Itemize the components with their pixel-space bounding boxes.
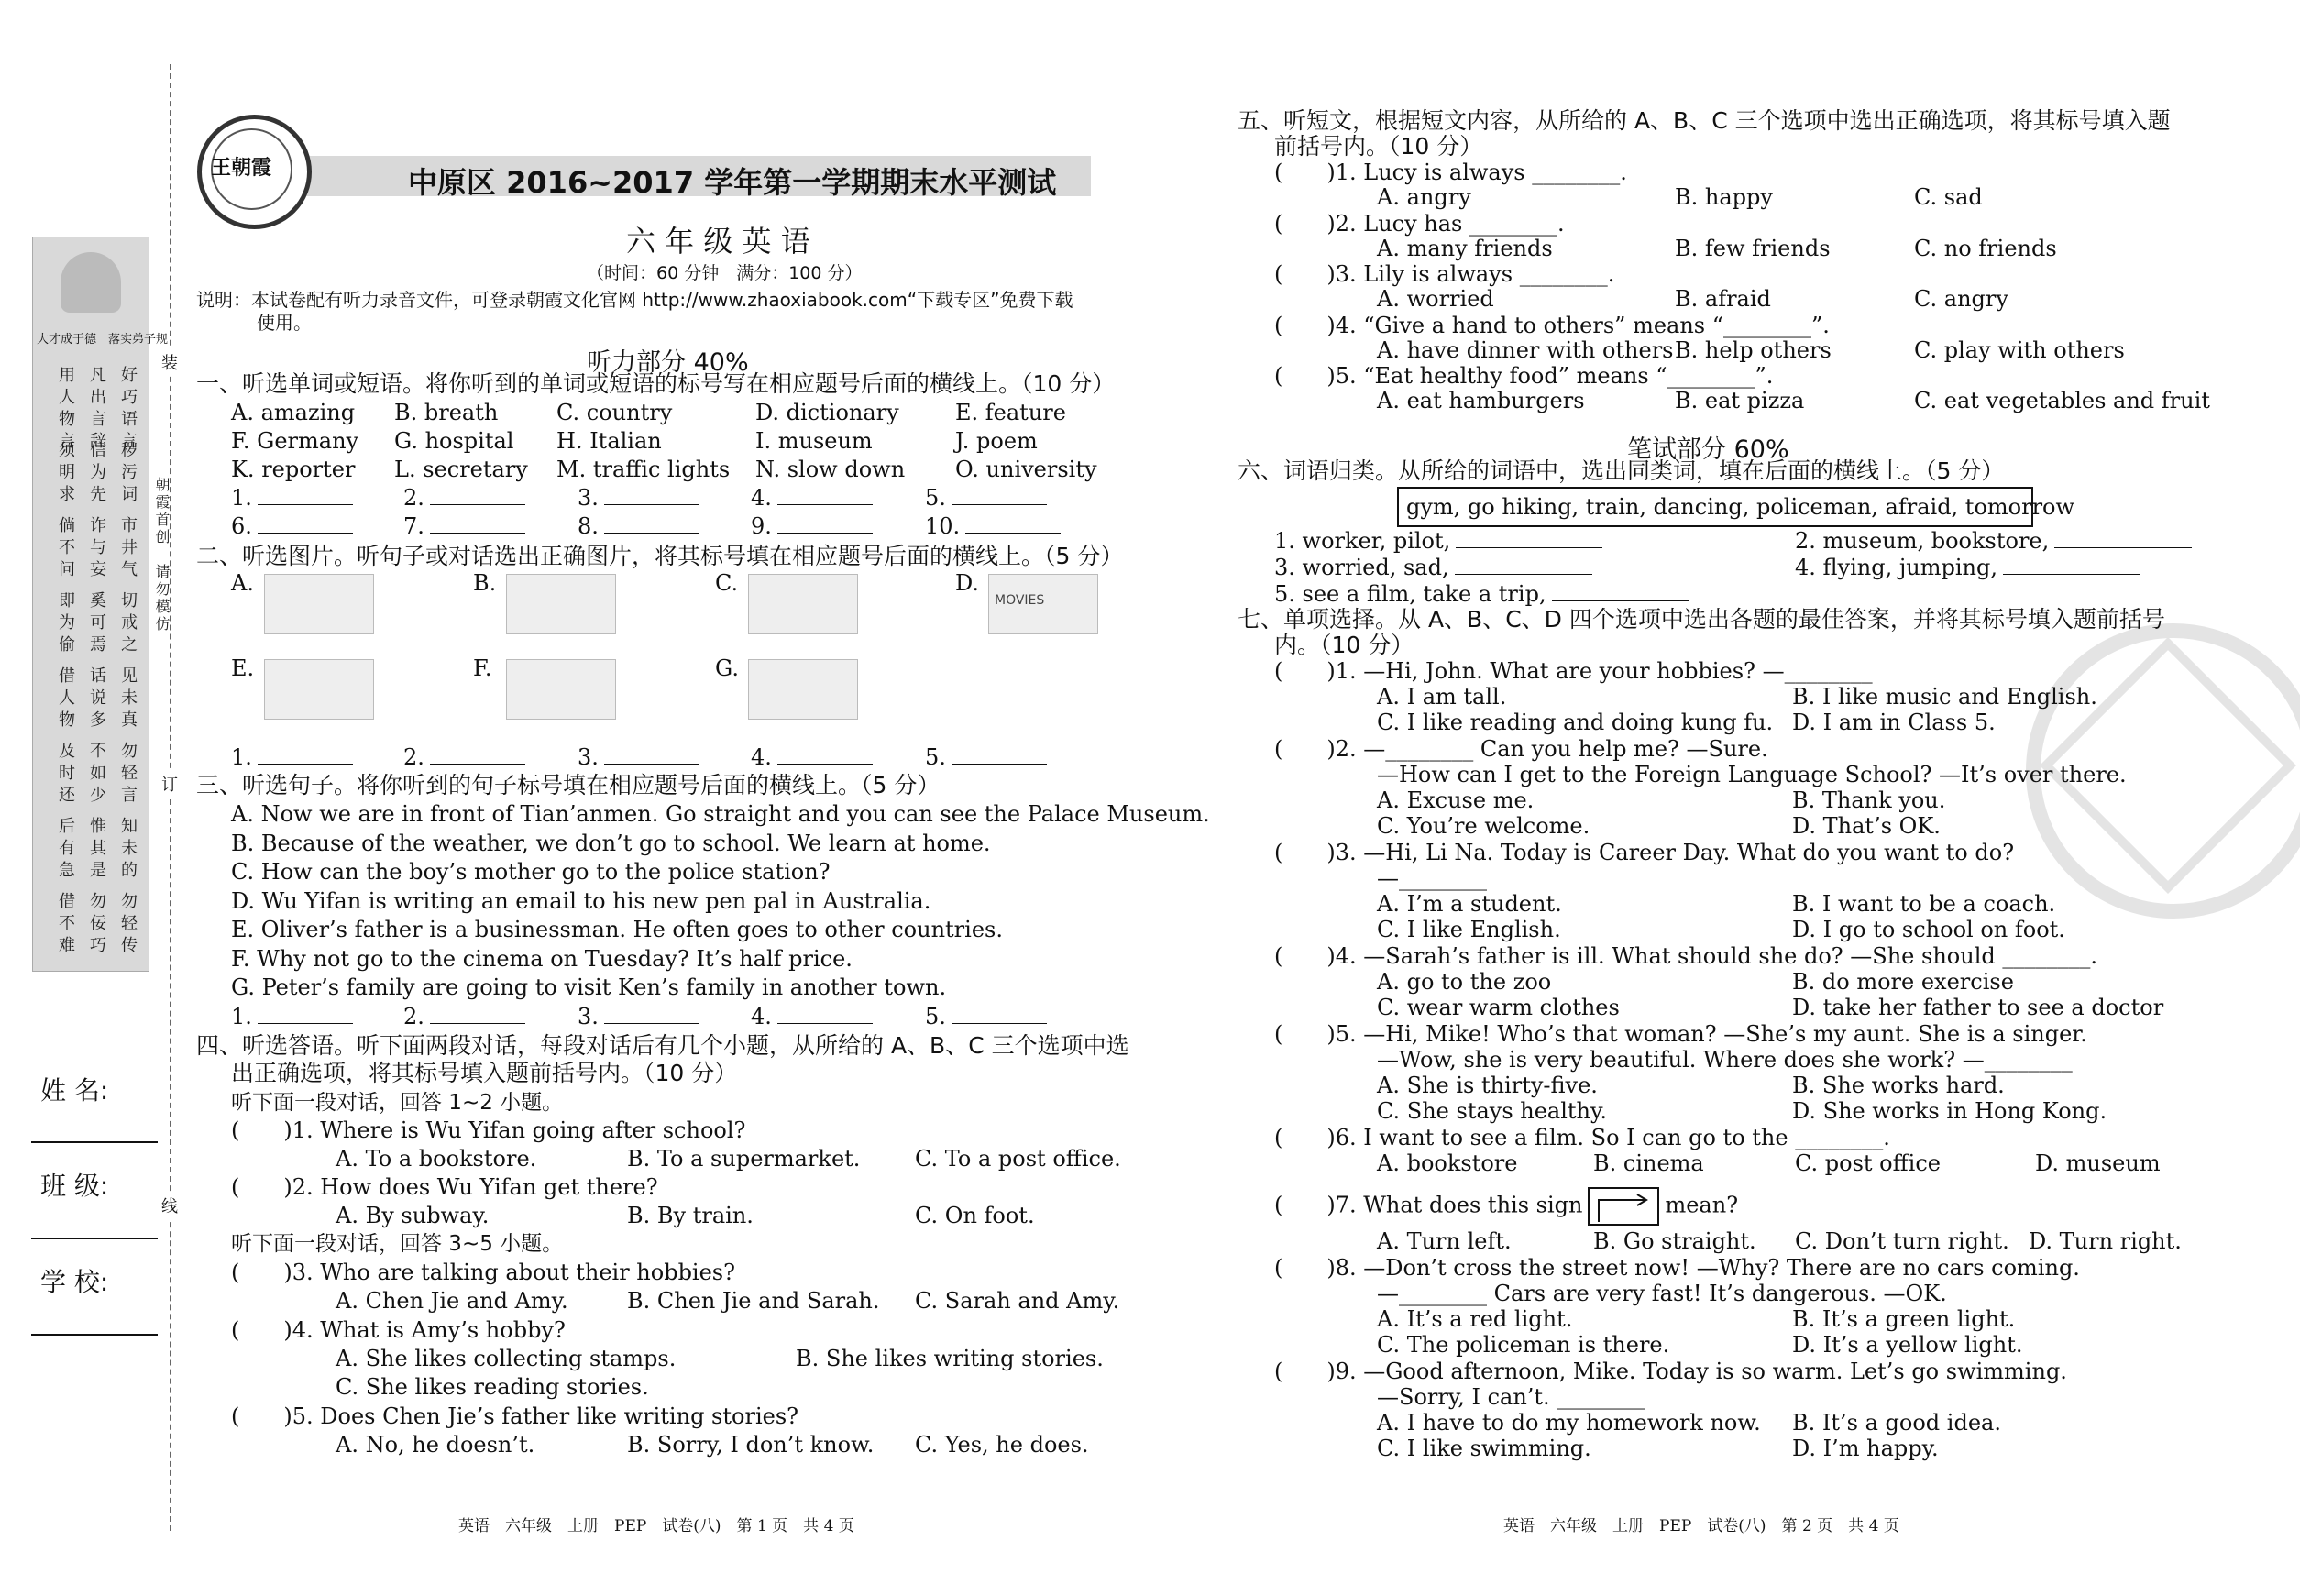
footer-right: 英语 六年级 上册 PEP 试卷(八) 第 2 页 共 4 页 bbox=[1503, 1517, 1899, 1535]
s2-answer-slot bbox=[403, 744, 525, 770]
s2-answer-blank[interactable] bbox=[777, 747, 873, 765]
s7-q6-d: D. museum bbox=[2035, 1150, 2161, 1176]
s5-option: C. sad bbox=[1914, 184, 1983, 210]
s1-option: F. Germany bbox=[231, 428, 359, 454]
motto-column: 勿轻传 bbox=[118, 892, 138, 958]
s2-answer-number: 4. bbox=[751, 744, 772, 770]
s6-item-2 bbox=[1795, 528, 2192, 554]
s4-option: B. By train. bbox=[627, 1203, 754, 1228]
motto-column: 好巧语言 bbox=[118, 366, 138, 454]
s7-question-9b: —Sorry, I can’t. ________ bbox=[1377, 1384, 1645, 1410]
s3-answer-blank[interactable] bbox=[952, 1007, 1047, 1024]
s7-q5-b: B. She works hard. bbox=[1792, 1073, 2005, 1098]
s1-answer-number: 4. bbox=[751, 485, 772, 511]
s1-answer-number: 5. bbox=[925, 485, 946, 511]
picture-A[interactable] bbox=[264, 574, 374, 634]
s4-question-1: ( )1. Where is Wu Yifan going after school? bbox=[231, 1117, 746, 1143]
s7-q8-d: D. It’s a yellow light. bbox=[1792, 1332, 2023, 1358]
picture-label-G: G. bbox=[715, 655, 739, 681]
s7-q4-b: B. do more exercise bbox=[1792, 969, 2014, 995]
subject-title: 六 年 级 英 语 bbox=[626, 224, 810, 259]
section-7-title-2: 内。（10 分） bbox=[1274, 632, 1414, 658]
s7-q3-a: A. I’m a student. bbox=[1377, 891, 1562, 917]
section-5-title: 五、听短文，根据短文内容，从所给的 A、B、C 三个选项中选出正确选项，将其标号填入题 bbox=[1238, 107, 2171, 134]
s1-answer-number: 1. bbox=[231, 485, 252, 511]
s4-option: B. To a supermarket. bbox=[627, 1146, 861, 1172]
picture-E[interactable] bbox=[264, 659, 374, 720]
motto-column: 惟其是 bbox=[87, 817, 106, 883]
s1-option: L. secretary bbox=[394, 457, 528, 482]
s2-answer-number: 3. bbox=[578, 744, 599, 770]
s1-option: C. country bbox=[556, 400, 673, 425]
s4-q4-option-b: B. She likes writing stories. bbox=[796, 1346, 1104, 1371]
motto-column: 须明求 bbox=[56, 441, 75, 507]
motto-column: 奚可焉 bbox=[87, 591, 106, 657]
listening-part-title: 听力部分 40% bbox=[587, 348, 749, 377]
s2-answer-blank[interactable] bbox=[952, 747, 1047, 765]
s1-option: G. hospital bbox=[394, 428, 514, 454]
s7-q9-d: D. I’m happy. bbox=[1792, 1436, 1939, 1461]
section-4-title: 四、听选答语。听下面两段对话，每段对话后有几个小题，从所给的 A、B、C 三个选项中选 bbox=[196, 1032, 1129, 1059]
word-bank: gym, go hiking, train, dancing, policeman, afraid, tomorrow bbox=[1406, 494, 2075, 520]
s1-answer-slot bbox=[925, 513, 1061, 539]
s4-q4-option-c: C. She likes reading stories. bbox=[336, 1374, 649, 1400]
picture-label-E: E. bbox=[231, 655, 255, 681]
s4-question-2: ( )2. How does Wu Yifan get there? bbox=[231, 1174, 658, 1200]
s7-q8-c: C. The policeman is there. bbox=[1377, 1332, 1670, 1358]
s1-option: A. amazing bbox=[231, 400, 356, 425]
s3-sentence: D. Wu Yifan is writing an email to his new pen pal in Australia. bbox=[231, 887, 931, 914]
exam-title: 中原区 2016~2017 学年第一学期期末水平测试 bbox=[408, 165, 1057, 200]
s1-option: N. slow down bbox=[755, 457, 906, 482]
s2-answer-number: 1. bbox=[231, 744, 252, 770]
s4-option: B. Sorry, I don’t know. bbox=[627, 1432, 875, 1458]
s7-q2-d: D. That’s OK. bbox=[1792, 813, 1941, 839]
s3-sentence: F. Why not go to the cinema on Tuesday? It’s half price. bbox=[231, 945, 853, 972]
s2-answer-slot bbox=[578, 744, 699, 770]
s1-option: B. breath bbox=[394, 400, 499, 425]
s7-question-3: ( )3. —Hi, Li Na. Today is Career Day. What do you want to do? bbox=[1274, 840, 2015, 865]
s3-sentence: E. Oliver’s father is a businessman. He often goes to other countries. bbox=[231, 917, 1003, 942]
s1-option: K. reporter bbox=[231, 457, 356, 482]
note-line-2: 使用。 bbox=[257, 312, 312, 334]
s7-question-1: ( )1. —Hi, John. What are your hobbies? —________ bbox=[1274, 658, 1873, 684]
s6-item-2-text: 2. museum, bookstore, bbox=[1795, 528, 2050, 554]
s7-q2-b: B. Thank you. bbox=[1792, 787, 1946, 813]
s6-blank-1[interactable] bbox=[1456, 531, 1602, 548]
s6-blank-3[interactable] bbox=[1455, 557, 1592, 575]
motto-column: 信为先 bbox=[87, 441, 106, 507]
s7-question-6: ( )6. I want to see a film. So I can go to the ________. bbox=[1274, 1125, 1890, 1150]
s4-option: A. Chen Jie and Amy. bbox=[336, 1288, 568, 1314]
picture-label-D: D. bbox=[955, 570, 980, 596]
picture-label-B: B. bbox=[473, 570, 497, 596]
s4-option: A. To a bookstore. bbox=[336, 1146, 537, 1172]
school-field[interactable] bbox=[31, 1334, 158, 1336]
s3-answer-number: 2. bbox=[403, 1004, 424, 1029]
s1-option: J. poem bbox=[955, 428, 1038, 454]
s5-question: ( )5. “Eat healthy food” means “________”. bbox=[1274, 363, 1774, 389]
s4-option: B. Chen Jie and Sarah. bbox=[627, 1288, 880, 1314]
s4-question-4: ( )4. What is Amy’s hobby? bbox=[231, 1317, 566, 1343]
s5-option: A. many friends bbox=[1377, 235, 1553, 261]
s1-option: H. Italian bbox=[556, 428, 662, 454]
s4-option: C. Sarah and Amy. bbox=[915, 1288, 1120, 1314]
s1-answer-slot bbox=[578, 485, 699, 511]
s7-q6-c: C. post office bbox=[1795, 1150, 1941, 1176]
s6-item-1 bbox=[1274, 528, 1602, 554]
s1-answer-blank[interactable] bbox=[604, 516, 699, 534]
footer-left: 英语 六年级 上册 PEP 试卷(八) 第 1 页 共 4 页 bbox=[458, 1517, 854, 1535]
motto-column: 后有急 bbox=[56, 817, 75, 883]
section-1-title: 一、听选单词或短语。将你听到的单词或短语的标号写在相应题号后面的横线上。（10 分） bbox=[196, 370, 1116, 397]
s1-option: D. dictionary bbox=[755, 400, 899, 425]
motto-column: 即为偷 bbox=[56, 591, 75, 657]
s2-answer-blank[interactable] bbox=[604, 747, 699, 765]
s7-question-5b: —Wow, she is very beautiful. Where does she work? —________ bbox=[1377, 1047, 2073, 1073]
s2-answer-number: 2. bbox=[403, 744, 424, 770]
s7-q4-d: D. take her father to see a doctor bbox=[1792, 995, 2164, 1020]
s2-answer-slot bbox=[925, 744, 1047, 770]
seal-mark-1: 装 bbox=[161, 348, 178, 376]
s7-question-3b: —________ bbox=[1377, 865, 1487, 891]
s1-answer-slot bbox=[751, 513, 873, 539]
s7-q7-b: B. Go straight. bbox=[1593, 1228, 1756, 1254]
section-4-intro-1: 听下面一段对话，回答 1~2 小题。 bbox=[231, 1091, 564, 1115]
s7-question-8b: —________ Cars are very fast! It’s dangerous. —OK. bbox=[1377, 1281, 1947, 1306]
picture-label-A: A. bbox=[231, 570, 254, 596]
section-2-title: 二、听选图片。听句子或对话选出正确图片，将其标号填在相应题号后面的横线上。（5 分） bbox=[196, 543, 1124, 569]
s5-question: ( )2. Lucy has ________. bbox=[1274, 210, 1565, 237]
s7-q7-text-b: mean? bbox=[1665, 1192, 1739, 1218]
s1-answer-number: 2. bbox=[403, 485, 424, 511]
s6-blank-4[interactable] bbox=[2003, 557, 2140, 575]
motto-top: 大才成于德 落实弟子规 bbox=[37, 333, 169, 347]
s3-answer-number: 4. bbox=[751, 1004, 772, 1029]
s6-item-4 bbox=[1795, 555, 2140, 580]
s3-answer-blank[interactable] bbox=[430, 1007, 525, 1024]
s7-q3-c: C. I like English. bbox=[1377, 917, 1561, 942]
motto-column: 话说多 bbox=[87, 666, 106, 732]
s7-q8-b: B. It’s a green light. bbox=[1792, 1306, 2016, 1332]
picture-B[interactable] bbox=[506, 574, 616, 634]
s1-answer-blank[interactable] bbox=[777, 516, 873, 534]
s3-answer-slot bbox=[751, 1004, 873, 1029]
s1-answer-slot bbox=[578, 513, 699, 539]
s5-option: A. angry bbox=[1377, 184, 1471, 210]
s1-option: I. museum bbox=[755, 428, 873, 454]
s6-item-3 bbox=[1274, 555, 1592, 580]
motto-column: 用人物言 bbox=[56, 366, 75, 454]
section-3-title: 三、听选句子。将你听到的句子标号填在相应题号后面的横线上。（5 分） bbox=[196, 772, 941, 798]
s6-item-5-text: 5. see a film, take a trip, bbox=[1274, 581, 1546, 607]
motto-column: 倘不问 bbox=[56, 516, 75, 582]
s5-option: C. angry bbox=[1914, 286, 2008, 312]
s7-q3-b: B. I want to be a coach. bbox=[1792, 891, 2056, 917]
s3-answer-number: 5. bbox=[925, 1004, 946, 1029]
s2-answer-slot bbox=[751, 744, 873, 770]
scholar-illustration bbox=[61, 252, 121, 313]
s7-q4-a: A. go to the zoo bbox=[1377, 969, 1552, 995]
time-info: （时间：60 分钟 满分：100 分） bbox=[587, 263, 863, 283]
s1-answer-blank[interactable] bbox=[952, 488, 1047, 505]
s7-q2-a: A. Excuse me. bbox=[1377, 787, 1535, 813]
s6-item-5 bbox=[1274, 581, 1689, 607]
s5-option: C. no friends bbox=[1914, 235, 2057, 261]
writing-part-title: 笔试部分 60% bbox=[1627, 435, 1789, 464]
s3-sentence: G. Peter’s family are going to visit Ken’s family in another town. bbox=[231, 974, 947, 1000]
motto-column: 凡出言辞 bbox=[87, 366, 106, 454]
s7-question-2: ( )2. —________ Can you help me? —Sure. bbox=[1274, 736, 1768, 762]
s1-option: M. traffic lights bbox=[556, 457, 731, 482]
s5-option: B. few friends bbox=[1675, 235, 1831, 261]
motto-column: 见未真 bbox=[118, 666, 138, 732]
s3-answer-slot bbox=[578, 1004, 699, 1029]
motto-column: 切戒之 bbox=[118, 591, 138, 657]
s5-option: A. worried bbox=[1377, 286, 1494, 312]
s5-option: C. eat vegetables and fruit bbox=[1914, 388, 2210, 413]
s1-answer-number: 8. bbox=[578, 513, 599, 539]
s5-question: ( )3. Lily is always ________. bbox=[1274, 261, 1615, 287]
s7-q9-a: A. I have to do my homework now. bbox=[1377, 1410, 1761, 1436]
s1-answer-number: 7. bbox=[403, 513, 424, 539]
s1-answer-number: 6. bbox=[231, 513, 252, 539]
s7-q5-c: C. She stays healthy. bbox=[1377, 1098, 1608, 1124]
section-5-title-2: 前括号内。（10 分） bbox=[1274, 133, 1483, 160]
s6-item-1-text: 1. worker, pilot, bbox=[1274, 528, 1451, 554]
s6-blank-2[interactable] bbox=[2054, 531, 2192, 548]
s7-q2-c: C. You’re welcome. bbox=[1377, 813, 1590, 839]
s3-answer-slot bbox=[403, 1004, 525, 1029]
logo-text: 王朝霞 bbox=[211, 156, 272, 180]
s5-option: C. play with others bbox=[1914, 336, 2125, 363]
s4-option: C. On foot. bbox=[915, 1203, 1035, 1228]
s6-item-3-text: 3. worried, sad, bbox=[1274, 555, 1449, 580]
movies-sign-text: MOVIES bbox=[995, 593, 1045, 608]
picture-D[interactable] bbox=[988, 574, 1098, 634]
s7-question-4: ( )4. —Sarah’s father is ill. What should she do? —She should ________. bbox=[1274, 943, 2097, 969]
s5-option: A. have dinner with others bbox=[1377, 336, 1674, 363]
s1-answer-slot bbox=[231, 485, 353, 511]
no-right-turn-sign-icon bbox=[1588, 1187, 1659, 1226]
section-4-intro-2: 听下面一段对话，回答 3~5 小题。 bbox=[231, 1232, 564, 1256]
seal-mark-2: 订 bbox=[161, 770, 178, 798]
s7-q9-c: C. I like swimming. bbox=[1377, 1436, 1591, 1461]
s1-answer-blank[interactable] bbox=[258, 516, 353, 534]
class-field[interactable] bbox=[31, 1238, 158, 1239]
section-7-title: 七、单项选择。从 A、B、C、D 四个选项中选出各题的最佳答案，并将其标号填入题前括号 bbox=[1238, 606, 2165, 633]
s7-q6-b: B. cinema bbox=[1593, 1150, 1704, 1176]
s7-q7-d: D. Turn right. bbox=[2029, 1228, 2182, 1254]
binding-fold-line bbox=[170, 64, 171, 1531]
picture-F[interactable] bbox=[506, 659, 616, 720]
motto-column: 借人物 bbox=[56, 666, 75, 732]
s5-question: ( )1. Lucy is always ________. bbox=[1274, 160, 1627, 185]
motto-column: 不如少 bbox=[87, 742, 106, 808]
s5-option: B. eat pizza bbox=[1675, 388, 1805, 413]
picture-label-F: F. bbox=[473, 655, 492, 681]
s3-answer-slot bbox=[925, 1004, 1047, 1029]
s7-q7-a: A. Turn left. bbox=[1377, 1228, 1512, 1254]
s7-question-5: ( )5. —Hi, Mike! Who’s that woman? —She’s my aunt. She is a singer. bbox=[1274, 1021, 2087, 1047]
s7-question-8: ( )8. —Don’t cross the street now! —Why? There are no cars coming. bbox=[1274, 1255, 2080, 1281]
s7-q9-b: B. It’s a good idea. bbox=[1792, 1410, 2001, 1436]
s1-answer-blank[interactable] bbox=[965, 516, 1061, 534]
s6-blank-5[interactable] bbox=[1552, 584, 1689, 601]
s1-answer-blank[interactable] bbox=[777, 488, 873, 505]
s7-q5-a: A. She is thirty-five. bbox=[1377, 1073, 1598, 1098]
s5-option: A. eat hamburgers bbox=[1377, 388, 1585, 413]
s3-sentence: A. Now we are in front of Tian’anmen. Go straight and you can see the Palace Museum. bbox=[231, 801, 1210, 827]
class-label: 班 级: bbox=[40, 1171, 109, 1201]
picture-G[interactable] bbox=[748, 659, 858, 720]
s1-answer-slot bbox=[925, 485, 1047, 511]
s1-answer-slot bbox=[403, 513, 525, 539]
motto-column: 秽污词 bbox=[118, 441, 138, 507]
s4-question-5: ( )5. Does Chen Jie’s father like writing stories? bbox=[231, 1403, 799, 1429]
s3-answer-blank[interactable] bbox=[604, 1007, 699, 1024]
s1-option: O. university bbox=[955, 457, 1097, 482]
word-bank-box bbox=[1397, 487, 2075, 527]
motto-column: 及时还 bbox=[56, 742, 75, 808]
picture-C[interactable] bbox=[748, 574, 858, 634]
s4-option: C. Yes, he does. bbox=[915, 1432, 1089, 1458]
s7-q6-a: A. bookstore bbox=[1377, 1150, 1518, 1176]
s1-answer-slot bbox=[403, 485, 525, 511]
seal-mark-3: 线 bbox=[161, 1192, 178, 1219]
s1-answer-blank[interactable] bbox=[430, 516, 525, 534]
publisher-logo bbox=[197, 115, 312, 229]
s7-question-9: ( )9. —Good afternoon, Mike. Today is so warm. Let’s go swimming. bbox=[1274, 1359, 2067, 1384]
s7-question-7 bbox=[1274, 1187, 1738, 1226]
s4-option: C. To a post office. bbox=[915, 1146, 1121, 1172]
name-field[interactable] bbox=[31, 1141, 158, 1143]
s5-option: B. happy bbox=[1675, 184, 1773, 210]
name-label: 姓 名: bbox=[40, 1075, 109, 1106]
s2-answer-blank[interactable] bbox=[258, 747, 353, 765]
s1-answer-blank[interactable] bbox=[258, 488, 353, 505]
s4-option: A. No, he doesn’t. bbox=[336, 1432, 535, 1458]
s7-q1-d: D. I am in Class 5. bbox=[1792, 710, 1996, 735]
vertical-note: 朝霞首创 请勿模仿 bbox=[153, 477, 171, 633]
s7-q1-b: B. I like music and English. bbox=[1792, 684, 2097, 710]
s1-answer-blank[interactable] bbox=[430, 488, 525, 505]
motto-column: 知未的 bbox=[118, 817, 138, 883]
s2-answer-number: 5. bbox=[925, 744, 946, 770]
motto-column: 市井气 bbox=[118, 516, 138, 582]
section-6-title: 六、词语归类。从所给的词语中，选出同类词，填在后面的横线上。（5 分） bbox=[1238, 457, 2005, 484]
s3-sentence: C. How can the boy’s mother go to the police station? bbox=[231, 859, 831, 885]
s7-q3-d: D. I go to school on foot. bbox=[1792, 917, 2065, 942]
s7-q7-c: C. Don’t turn right. bbox=[1795, 1228, 2009, 1254]
s7-q1-a: A. I am tall. bbox=[1377, 684, 1507, 710]
s1-answer-slot bbox=[231, 513, 353, 539]
motto-column: 诈与妄 bbox=[87, 516, 106, 582]
s1-answer-number: 3. bbox=[578, 485, 599, 511]
s5-option: B. afraid bbox=[1675, 286, 1771, 312]
s7-question-2b: —How can I get to the Foreign Language School? —It’s over there. bbox=[1377, 762, 2127, 787]
picture-label-C: C. bbox=[715, 570, 739, 596]
s7-q5-d: D. She works in Hong Kong. bbox=[1792, 1098, 2107, 1124]
section-4-title-2: 出正确选项，将其标号填入题前括号内。（10 分） bbox=[231, 1060, 738, 1086]
s1-answer-blank[interactable] bbox=[604, 488, 699, 505]
motto-column: 勿轻言 bbox=[118, 742, 138, 808]
motto-column: 借不难 bbox=[56, 892, 75, 958]
s3-answer-number: 3. bbox=[578, 1004, 599, 1029]
s1-option: E. feature bbox=[955, 400, 1066, 425]
s2-answer-blank[interactable] bbox=[430, 747, 525, 765]
s1-answer-number: 10. bbox=[925, 513, 961, 539]
s5-option: B. help others bbox=[1675, 336, 1832, 363]
s1-answer-slot bbox=[751, 485, 873, 511]
s1-answer-number: 9. bbox=[751, 513, 772, 539]
s3-answer-blank[interactable] bbox=[777, 1007, 873, 1024]
note-line-1: 说明：本试卷配有听力录音文件，可登录朝霞文化官网 http://www.zhaoxiabook.com“下载专区”免费下载 bbox=[196, 289, 1073, 311]
s3-answer-number: 1. bbox=[231, 1004, 252, 1029]
s7-q1-c: C. I like reading and doing kung fu. bbox=[1377, 710, 1774, 735]
s4-q4-option-a: A. She likes collecting stamps. bbox=[336, 1346, 677, 1371]
s7-q4-c: C. wear warm clothes bbox=[1377, 995, 1620, 1020]
s5-question: ( )4. “Give a hand to others” means “________”. bbox=[1274, 312, 1830, 338]
s3-answer-slot bbox=[231, 1004, 353, 1029]
s4-option: A. By subway. bbox=[336, 1203, 490, 1228]
s3-answer-blank[interactable] bbox=[258, 1007, 353, 1024]
s3-sentence: B. Because of the weather, we don’t go to school. We learn at home. bbox=[231, 830, 991, 856]
s4-question-3: ( )3. Who are talking about their hobbies? bbox=[231, 1260, 735, 1285]
school-label: 学 校: bbox=[40, 1267, 109, 1297]
s7-q8-a: A. It’s a red light. bbox=[1377, 1306, 1573, 1332]
s7-q7-text-a: ( )7. What does this sign bbox=[1274, 1192, 1583, 1218]
s2-answer-slot bbox=[231, 744, 353, 770]
motto-column: 勿佞巧 bbox=[87, 892, 106, 958]
motto-columns bbox=[42, 366, 143, 962]
s6-item-4-text: 4. flying, jumping, bbox=[1795, 555, 1997, 580]
